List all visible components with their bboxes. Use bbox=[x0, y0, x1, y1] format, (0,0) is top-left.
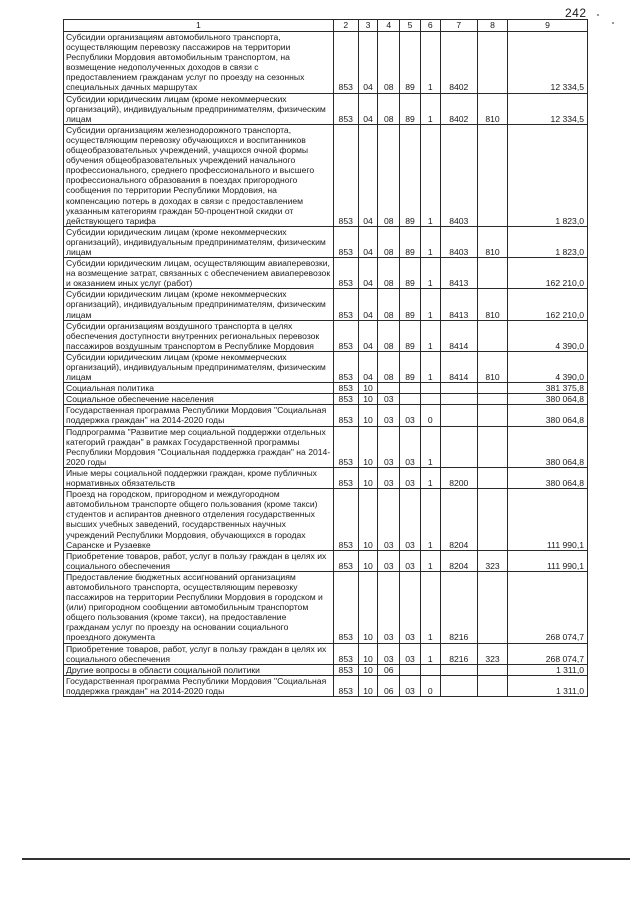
target-item-code: 8402 bbox=[440, 32, 477, 94]
program-code: 89 bbox=[400, 32, 421, 94]
budget-table bbox=[63, 19, 588, 697]
program-code: 03 bbox=[400, 467, 421, 488]
column-header: 9 bbox=[508, 20, 588, 32]
program-code bbox=[400, 664, 421, 675]
expense-type-code bbox=[477, 489, 507, 551]
row-name: Проезд на городском, пригородном и междугородном автомобильном транспорте общего пользования (кроме такси) студентов и аспирантов дневного отделения государственных высших учебных заведений, государственных научных учреждений Республики Мордовия, обучающихся в городах Саранске и Рузаевке bbox=[64, 489, 334, 551]
subsection-code: 08 bbox=[378, 258, 400, 289]
amount: 381 375,8 bbox=[508, 383, 588, 394]
subprogram-code: 1 bbox=[420, 258, 440, 289]
subsection-code: 03 bbox=[378, 643, 400, 664]
expense-type-code bbox=[477, 394, 507, 405]
target-item-code: 8204 bbox=[440, 489, 477, 551]
target-item-code bbox=[440, 394, 477, 405]
ved-code: 853 bbox=[333, 289, 358, 320]
table-row bbox=[64, 643, 588, 664]
table-row bbox=[64, 124, 588, 226]
subsection-code: 06 bbox=[378, 675, 400, 696]
program-code bbox=[400, 394, 421, 405]
expense-type-code bbox=[477, 405, 507, 426]
ved-code: 853 bbox=[333, 32, 358, 94]
subprogram-code: 0 bbox=[420, 675, 440, 696]
header-row bbox=[64, 20, 588, 32]
amount: 380 064,8 bbox=[508, 405, 588, 426]
subprogram-code: 1 bbox=[420, 124, 440, 226]
expense-type-code: 810 bbox=[477, 226, 507, 257]
subprogram-code bbox=[420, 383, 440, 394]
column-header: 8 bbox=[477, 20, 507, 32]
subprogram-code bbox=[420, 664, 440, 675]
expense-type-code bbox=[477, 467, 507, 488]
program-code: 89 bbox=[400, 93, 421, 124]
amount: 1 311,0 bbox=[508, 675, 588, 696]
ved-code: 853 bbox=[333, 351, 358, 382]
section-code: 10 bbox=[358, 550, 378, 571]
amount: 4 390,0 bbox=[508, 320, 588, 351]
subsection-code: 08 bbox=[378, 320, 400, 351]
ved-code: 853 bbox=[333, 405, 358, 426]
amount: 162 210,0 bbox=[508, 258, 588, 289]
expense-type-code: 323 bbox=[477, 643, 507, 664]
subprogram-code bbox=[420, 394, 440, 405]
ved-code: 853 bbox=[333, 226, 358, 257]
table-row bbox=[64, 675, 588, 696]
table-row bbox=[64, 489, 588, 551]
ved-code: 853 bbox=[333, 467, 358, 488]
target-item-code: 8403 bbox=[440, 226, 477, 257]
table-row bbox=[64, 351, 588, 382]
subsection-code bbox=[378, 383, 400, 394]
subsection-code: 08 bbox=[378, 93, 400, 124]
ved-code: 853 bbox=[333, 643, 358, 664]
row-name: Предоставление бюджетных ассигнований организациям автомобильного транспорта, осуществляющим перевозку пассажиров на территории Республики Мордовия в городском и (или) пригородном сообщении автомобильным транспортом общего пользования (кроме такси), на предоставление гражданам услуг по проезду на основании социального проездного документа bbox=[64, 571, 334, 643]
program-code: 03 bbox=[400, 675, 421, 696]
program-code bbox=[400, 383, 421, 394]
expense-type-code: 323 bbox=[477, 550, 507, 571]
row-name: Субсидии юридическим лицам (кроме некоммерческих организаций), индивидуальным предпринимателям, физическим лицам bbox=[64, 93, 334, 124]
amount: 1 311,0 bbox=[508, 664, 588, 675]
row-name: Субсидии юридическим лицам (кроме некоммерческих организаций), индивидуальным предпринимателям, физическим лицам bbox=[64, 226, 334, 257]
table-row bbox=[64, 226, 588, 257]
row-name: Субсидии организациям автомобильного транспорта, осуществляющим перевозку пассажиров на территории Республики Мордовия автомобильным транспортом, на возмещение недополученных доходов в связи с предоставлением гражданам услуг по проезду на сезонных специальных дачных маршрутах bbox=[64, 32, 334, 94]
section-code: 10 bbox=[358, 426, 378, 467]
expense-type-code bbox=[477, 675, 507, 696]
program-code: 03 bbox=[400, 550, 421, 571]
ved-code: 853 bbox=[333, 664, 358, 675]
target-item-code: 8403 bbox=[440, 124, 477, 226]
target-item-code: 8413 bbox=[440, 289, 477, 320]
expense-type-code bbox=[477, 426, 507, 467]
target-item-code: 8204 bbox=[440, 550, 477, 571]
page-number: 242 bbox=[565, 6, 587, 20]
row-name: Субсидии организациям воздушного транспорта в целях обеспечения доступности внутренних региональных перевозок пассажиров воздушным транспортом в Республике Мордовия bbox=[64, 320, 334, 351]
expense-type-code bbox=[477, 571, 507, 643]
row-name: Субсидии организациям железнодорожного транспорта, осуществляющим перевозку обучающихся и воспитанников общеобразовательных учреждений, учащихся очной формы обучения общеобразовательных учреждений начального профессионального, среднего профессионального и высшего профессионального образования в поездах пригородного сообщения по территории Республики Мордовия, на компенсацию потерь в доходах в связи с предоставлением указанным категориям граждан 50-процентной скидки от действующего тарифа bbox=[64, 124, 334, 226]
table-row bbox=[64, 289, 588, 320]
section-code: 10 bbox=[358, 405, 378, 426]
expense-type-code bbox=[477, 32, 507, 94]
target-item-code bbox=[440, 405, 477, 426]
target-item-code: 8414 bbox=[440, 351, 477, 382]
amount: 380 064,8 bbox=[508, 394, 588, 405]
amount: 268 074,7 bbox=[508, 643, 588, 664]
scan-speck bbox=[612, 22, 614, 24]
ved-code: 853 bbox=[333, 426, 358, 467]
amount: 162 210,0 bbox=[508, 289, 588, 320]
program-code: 89 bbox=[400, 124, 421, 226]
column-header: 3 bbox=[358, 20, 378, 32]
table-row bbox=[64, 394, 588, 405]
row-name: Подпрограмма "Развитие мер социальной поддержки отдельных категорий граждан" в рамках Государственной программы Республики Мордовия "Социальная поддержка граждан" на 2014-2020 годы bbox=[64, 426, 334, 467]
table-row bbox=[64, 258, 588, 289]
ved-code: 853 bbox=[333, 320, 358, 351]
table-row bbox=[64, 383, 588, 394]
subsection-code: 08 bbox=[378, 351, 400, 382]
row-name: Приобретение товаров, работ, услуг в пользу граждан в целях их социального обеспечения bbox=[64, 550, 334, 571]
amount: 268 074,7 bbox=[508, 571, 588, 643]
subprogram-code: 1 bbox=[420, 571, 440, 643]
section-code: 10 bbox=[358, 383, 378, 394]
program-code: 89 bbox=[400, 289, 421, 320]
target-item-code: 8216 bbox=[440, 571, 477, 643]
subsection-code: 06 bbox=[378, 664, 400, 675]
row-name: Иные меры социальной поддержки граждан, кроме публичных нормативных обязательств bbox=[64, 467, 334, 488]
row-name: Субсидии юридическим лицам, осуществляющим авиаперевозки, на возмещение затрат, связанных с обеспечением авиаперевозок и оказанием иных услуг (работ) bbox=[64, 258, 334, 289]
target-item-code bbox=[440, 426, 477, 467]
amount: 380 064,8 bbox=[508, 467, 588, 488]
subprogram-code: 1 bbox=[420, 489, 440, 551]
subprogram-code: 1 bbox=[420, 467, 440, 488]
subprogram-code: 1 bbox=[420, 550, 440, 571]
subsection-code: 08 bbox=[378, 289, 400, 320]
section-code: 10 bbox=[358, 467, 378, 488]
expense-type-code: 810 bbox=[477, 351, 507, 382]
ved-code: 853 bbox=[333, 258, 358, 289]
table-row bbox=[64, 664, 588, 675]
program-code: 03 bbox=[400, 489, 421, 551]
target-item-code: 8200 bbox=[440, 467, 477, 488]
subprogram-code: 1 bbox=[420, 226, 440, 257]
amount: 4 390,0 bbox=[508, 351, 588, 382]
ved-code: 853 bbox=[333, 550, 358, 571]
amount: 12 334,5 bbox=[508, 32, 588, 94]
column-header: 5 bbox=[400, 20, 421, 32]
subprogram-code: 1 bbox=[420, 426, 440, 467]
ved-code: 853 bbox=[333, 675, 358, 696]
subsection-code: 03 bbox=[378, 405, 400, 426]
row-name: Субсидии юридическим лицам (кроме некоммерческих организаций), индивидуальным предпринимателям, физическим лицам bbox=[64, 289, 334, 320]
column-header: 2 bbox=[333, 20, 358, 32]
ved-code: 853 bbox=[333, 383, 358, 394]
subsection-code: 08 bbox=[378, 32, 400, 94]
amount: 111 990,1 bbox=[508, 550, 588, 571]
target-item-code: 8413 bbox=[440, 258, 477, 289]
ved-code: 853 bbox=[333, 571, 358, 643]
subprogram-code: 1 bbox=[420, 320, 440, 351]
target-item-code bbox=[440, 675, 477, 696]
section-code: 10 bbox=[358, 675, 378, 696]
row-name: Социальная политика bbox=[64, 383, 334, 394]
subprogram-code: 1 bbox=[420, 32, 440, 94]
table-row bbox=[64, 320, 588, 351]
subprogram-code: 1 bbox=[420, 93, 440, 124]
target-item-code bbox=[440, 664, 477, 675]
subsection-code: 03 bbox=[378, 426, 400, 467]
subsection-code: 08 bbox=[378, 226, 400, 257]
column-header: 4 bbox=[378, 20, 400, 32]
subprogram-code: 0 bbox=[420, 405, 440, 426]
subprogram-code: 1 bbox=[420, 289, 440, 320]
section-code: 10 bbox=[358, 394, 378, 405]
subsection-code: 08 bbox=[378, 124, 400, 226]
table-row bbox=[64, 32, 588, 94]
section-code: 04 bbox=[358, 93, 378, 124]
expense-type-code bbox=[477, 664, 507, 675]
section-code: 04 bbox=[358, 226, 378, 257]
amount: 111 990,1 bbox=[508, 489, 588, 551]
section-code: 04 bbox=[358, 320, 378, 351]
subsection-code: 03 bbox=[378, 550, 400, 571]
column-header: 6 bbox=[420, 20, 440, 32]
ved-code: 853 bbox=[333, 394, 358, 405]
table-row bbox=[64, 93, 588, 124]
ved-code: 853 bbox=[333, 124, 358, 226]
row-name: Государственная программа Республики Мордовия "Социальная поддержка граждан" на 2014-2020 годы bbox=[64, 405, 334, 426]
row-name: Субсидии юридическим лицам (кроме некоммерческих организаций), индивидуальным предпринимателям, физическим лицам bbox=[64, 351, 334, 382]
row-name: Другие вопросы в области социальной политики bbox=[64, 664, 334, 675]
program-code: 03 bbox=[400, 426, 421, 467]
program-code: 03 bbox=[400, 643, 421, 664]
table-row bbox=[64, 467, 588, 488]
target-item-code: 8402 bbox=[440, 93, 477, 124]
row-name: Приобретение товаров, работ, услуг в пользу граждан в целях их социального обеспечения bbox=[64, 643, 334, 664]
section-code: 04 bbox=[358, 351, 378, 382]
subsection-code: 03 bbox=[378, 489, 400, 551]
section-code: 10 bbox=[358, 643, 378, 664]
target-item-code: 8216 bbox=[440, 643, 477, 664]
subsection-code: 03 bbox=[378, 394, 400, 405]
amount: 1 823,0 bbox=[508, 226, 588, 257]
column-header: 1 bbox=[64, 20, 334, 32]
section-code: 04 bbox=[358, 124, 378, 226]
expense-type-code bbox=[477, 124, 507, 226]
expense-type-code: 810 bbox=[477, 289, 507, 320]
row-name: Социальное обеспечение населения bbox=[64, 394, 334, 405]
program-code: 03 bbox=[400, 405, 421, 426]
target-item-code bbox=[440, 383, 477, 394]
program-code: 89 bbox=[400, 258, 421, 289]
amount: 12 334,5 bbox=[508, 93, 588, 124]
expense-type-code bbox=[477, 383, 507, 394]
program-code: 89 bbox=[400, 226, 421, 257]
expense-type-code bbox=[477, 258, 507, 289]
row-name: Государственная программа Республики Мордовия "Социальная поддержка граждан" на 2014-2020 годы bbox=[64, 675, 334, 696]
subsection-code: 03 bbox=[378, 467, 400, 488]
section-code: 10 bbox=[358, 664, 378, 675]
section-code: 04 bbox=[358, 258, 378, 289]
expense-type-code: 810 bbox=[477, 93, 507, 124]
table-row bbox=[64, 550, 588, 571]
subsection-code: 03 bbox=[378, 571, 400, 643]
subprogram-code: 1 bbox=[420, 643, 440, 664]
column-header: 7 bbox=[440, 20, 477, 32]
section-code: 04 bbox=[358, 32, 378, 94]
program-code: 89 bbox=[400, 320, 421, 351]
program-code: 03 bbox=[400, 571, 421, 643]
expense-type-code bbox=[477, 320, 507, 351]
amount: 1 823,0 bbox=[508, 124, 588, 226]
table-row bbox=[64, 405, 588, 426]
target-item-code: 8414 bbox=[440, 320, 477, 351]
footer-rule bbox=[22, 858, 630, 860]
table-row bbox=[64, 426, 588, 467]
ved-code: 853 bbox=[333, 93, 358, 124]
table-body bbox=[64, 32, 588, 697]
amount: 380 064,8 bbox=[508, 426, 588, 467]
subprogram-code: 1 bbox=[420, 351, 440, 382]
program-code: 89 bbox=[400, 351, 421, 382]
section-code: 04 bbox=[358, 289, 378, 320]
section-code: 10 bbox=[358, 489, 378, 551]
scan-speck bbox=[597, 14, 599, 16]
ved-code: 853 bbox=[333, 489, 358, 551]
section-code: 10 bbox=[358, 571, 378, 643]
table-row bbox=[64, 571, 588, 643]
